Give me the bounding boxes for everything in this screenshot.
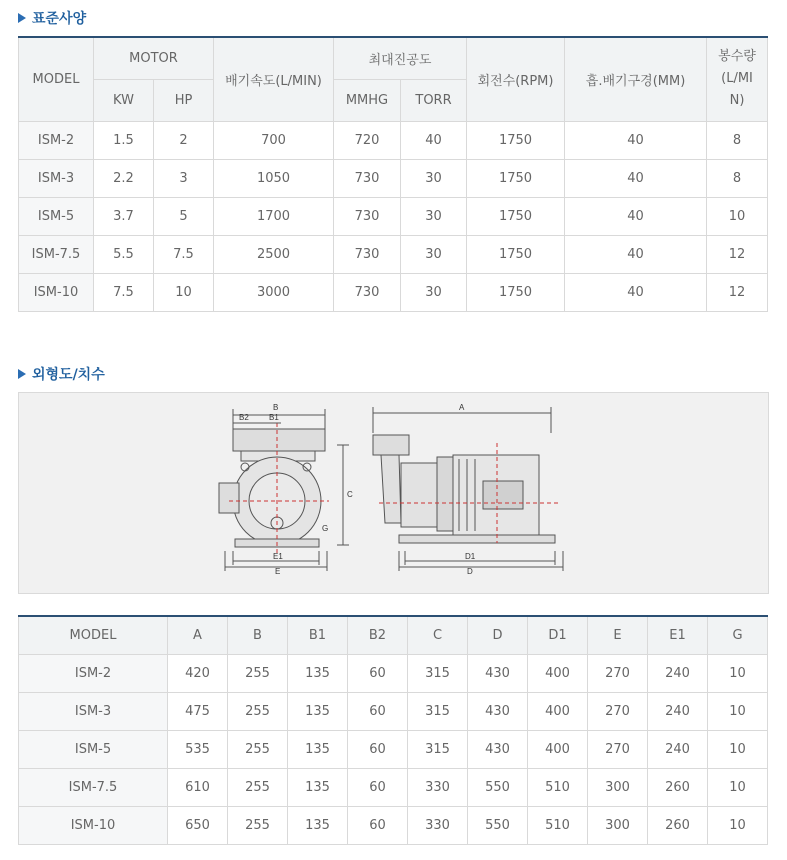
dim-table-row bbox=[19, 692, 768, 730]
label-b2: B2 bbox=[239, 413, 249, 422]
dimension-table bbox=[18, 615, 768, 845]
label-g: G bbox=[322, 524, 329, 533]
table-cell: 255 bbox=[228, 654, 288, 692]
table-cell: 730 bbox=[334, 235, 401, 273]
table-cell: 5.5 bbox=[94, 235, 154, 273]
table-cell: 2500 bbox=[214, 235, 334, 273]
table-cell: 135 bbox=[288, 654, 348, 692]
table-cell: 60 bbox=[348, 730, 408, 768]
table-cell: 2 bbox=[154, 121, 214, 159]
table-cell: 430 bbox=[468, 692, 528, 730]
dim-header-e1: E1 bbox=[648, 616, 708, 654]
table-cell: 730 bbox=[334, 273, 401, 311]
table-cell: 260 bbox=[648, 806, 708, 844]
table-cell: 255 bbox=[228, 806, 288, 844]
table-cell: 420 bbox=[168, 654, 228, 692]
model-cell: ISM-2 bbox=[19, 121, 94, 159]
model-cell: ISM-3 bbox=[19, 159, 94, 197]
table-cell: 8 bbox=[707, 121, 768, 159]
table-cell: 7.5 bbox=[154, 235, 214, 273]
header-torr: TORR bbox=[401, 79, 467, 121]
label-b: B bbox=[273, 403, 279, 412]
table-cell: 400 bbox=[528, 654, 588, 692]
table-cell: 12 bbox=[707, 273, 768, 311]
table-cell: 40 bbox=[565, 159, 707, 197]
table-cell: 255 bbox=[228, 692, 288, 730]
model-cell: ISM-5 bbox=[19, 730, 168, 768]
table-cell: 1050 bbox=[214, 159, 334, 197]
model-cell: ISM-2 bbox=[19, 654, 168, 692]
table-cell: 135 bbox=[288, 806, 348, 844]
table-cell: 135 bbox=[288, 768, 348, 806]
header-exhaust-speed: 배기속도(L/MIN) bbox=[214, 37, 334, 121]
dim-header-d1: D1 bbox=[528, 616, 588, 654]
table-cell: 30 bbox=[401, 273, 467, 311]
table-cell: 10 bbox=[154, 273, 214, 311]
dim-table-row bbox=[19, 730, 768, 768]
dim-table-row bbox=[19, 654, 768, 692]
header-model: MODEL bbox=[19, 37, 94, 121]
table-cell: 270 bbox=[588, 654, 648, 692]
table-cell: 1750 bbox=[467, 235, 565, 273]
spec-table-row bbox=[19, 121, 768, 159]
table-cell: 730 bbox=[334, 197, 401, 235]
table-cell: 60 bbox=[348, 768, 408, 806]
table-cell: 60 bbox=[348, 806, 408, 844]
table-cell: 240 bbox=[648, 654, 708, 692]
table-cell: 535 bbox=[168, 730, 228, 768]
table-cell: 315 bbox=[408, 692, 468, 730]
dim-header-b2: B2 bbox=[348, 616, 408, 654]
table-cell: 10 bbox=[708, 654, 768, 692]
spec-table-row bbox=[19, 159, 768, 197]
model-cell: ISM-5 bbox=[19, 197, 94, 235]
table-cell: 1700 bbox=[214, 197, 334, 235]
model-cell: ISM-3 bbox=[19, 692, 168, 730]
table-cell: 10 bbox=[708, 692, 768, 730]
table-cell: 40 bbox=[565, 235, 707, 273]
table-cell: 255 bbox=[228, 730, 288, 768]
table-cell: 2.2 bbox=[94, 159, 154, 197]
table-cell: 260 bbox=[648, 768, 708, 806]
table-cell: 10 bbox=[707, 197, 768, 235]
pump-drawing bbox=[19, 393, 768, 593]
label-d1: D1 bbox=[465, 552, 476, 561]
table-cell: 430 bbox=[468, 730, 528, 768]
header-motor: MOTOR bbox=[94, 37, 214, 79]
table-cell: 60 bbox=[348, 654, 408, 692]
table-cell: 135 bbox=[288, 692, 348, 730]
dim-header-g: G bbox=[708, 616, 768, 654]
header-seal-water: 봉수량 (L/MI N) bbox=[707, 37, 768, 121]
table-cell: 3.7 bbox=[94, 197, 154, 235]
table-cell: 10 bbox=[708, 806, 768, 844]
table-cell: 650 bbox=[168, 806, 228, 844]
table-cell: 5 bbox=[154, 197, 214, 235]
spec-table-row bbox=[19, 235, 768, 273]
dimension-diagram bbox=[18, 392, 769, 594]
table-cell: 475 bbox=[168, 692, 228, 730]
table-cell: 730 bbox=[334, 159, 401, 197]
pump-body bbox=[401, 463, 437, 527]
table-cell: 1750 bbox=[467, 121, 565, 159]
table-cell: 40 bbox=[565, 121, 707, 159]
table-cell: 315 bbox=[408, 654, 468, 692]
table-cell: 3000 bbox=[214, 273, 334, 311]
spec-table-row bbox=[19, 197, 768, 235]
table-cell: 300 bbox=[588, 768, 648, 806]
triangle-bullet-icon bbox=[18, 369, 26, 379]
model-cell: ISM-10 bbox=[19, 273, 94, 311]
dim-table-row bbox=[19, 806, 768, 844]
header-max-vacuum: 최대진공도 bbox=[334, 37, 467, 79]
label-c: C bbox=[347, 490, 353, 499]
triangle-bullet-icon bbox=[18, 13, 26, 23]
spec-section-title: 표준사양 bbox=[18, 8, 86, 28]
dim-header-e: E bbox=[588, 616, 648, 654]
label-b1: B1 bbox=[269, 413, 279, 422]
table-cell: 400 bbox=[528, 730, 588, 768]
table-cell: 1750 bbox=[467, 159, 565, 197]
dim-header-b: B bbox=[228, 616, 288, 654]
table-cell: 240 bbox=[648, 692, 708, 730]
table-cell: 60 bbox=[348, 692, 408, 730]
label-e1: E1 bbox=[273, 552, 283, 561]
table-cell: 40 bbox=[565, 273, 707, 311]
header-kw: KW bbox=[94, 79, 154, 121]
model-cell: ISM-7.5 bbox=[19, 768, 168, 806]
model-cell: ISM-10 bbox=[19, 806, 168, 844]
spec-table bbox=[18, 36, 768, 312]
header-hp: HP bbox=[154, 79, 214, 121]
table-cell: 240 bbox=[648, 730, 708, 768]
dim-header-model: MODEL bbox=[19, 616, 168, 654]
table-cell: 8 bbox=[707, 159, 768, 197]
table-cell: 330 bbox=[408, 768, 468, 806]
table-cell: 40 bbox=[565, 197, 707, 235]
table-cell: 7.5 bbox=[94, 273, 154, 311]
table-cell: 1750 bbox=[467, 273, 565, 311]
dim-header-b1: B1 bbox=[288, 616, 348, 654]
dim-table-row bbox=[19, 768, 768, 806]
dim-header-c: C bbox=[408, 616, 468, 654]
dim-section-title: 외형도/치수 bbox=[18, 364, 105, 384]
table-cell: 300 bbox=[588, 806, 648, 844]
table-cell: 40 bbox=[401, 121, 467, 159]
table-cell: 30 bbox=[401, 159, 467, 197]
model-cell: ISM-7.5 bbox=[19, 235, 94, 273]
table-cell: 10 bbox=[708, 730, 768, 768]
header-mmhg: MMHG bbox=[334, 79, 401, 121]
table-cell: 12 bbox=[707, 235, 768, 273]
table-cell: 30 bbox=[401, 197, 467, 235]
table-cell: 510 bbox=[528, 768, 588, 806]
table-cell: 1750 bbox=[467, 197, 565, 235]
label-e: E bbox=[275, 567, 281, 576]
dim-header-a: A bbox=[168, 616, 228, 654]
dim-header-d: D bbox=[468, 616, 528, 654]
table-cell: 10 bbox=[708, 768, 768, 806]
table-cell: 550 bbox=[468, 768, 528, 806]
table-cell: 700 bbox=[214, 121, 334, 159]
table-cell: 255 bbox=[228, 768, 288, 806]
table-cell: 400 bbox=[528, 692, 588, 730]
table-cell: 30 bbox=[401, 235, 467, 273]
table-cell: 330 bbox=[408, 806, 468, 844]
table-cell: 315 bbox=[408, 730, 468, 768]
table-cell: 550 bbox=[468, 806, 528, 844]
table-cell: 610 bbox=[168, 768, 228, 806]
outlet-flange bbox=[233, 429, 325, 451]
table-cell: 430 bbox=[468, 654, 528, 692]
table-cell: 270 bbox=[588, 692, 648, 730]
table-cell: 720 bbox=[334, 121, 401, 159]
header-rpm: 회전수(RPM) bbox=[467, 37, 565, 121]
spec-table-row bbox=[19, 273, 768, 311]
table-cell: 270 bbox=[588, 730, 648, 768]
table-cell: 1.5 bbox=[94, 121, 154, 159]
table-cell: 510 bbox=[528, 806, 588, 844]
table-cell: 135 bbox=[288, 730, 348, 768]
label-a: A bbox=[459, 403, 465, 412]
header-bore: 흡.배기구경(MM) bbox=[565, 37, 707, 121]
table-cell: 3 bbox=[154, 159, 214, 197]
label-d: D bbox=[467, 567, 473, 576]
